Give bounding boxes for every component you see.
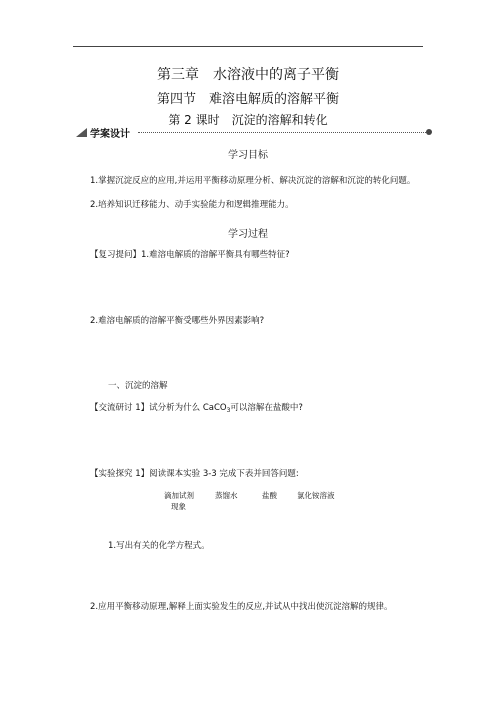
exchange-text-end: 可以溶解在盐酸中?: [230, 403, 303, 413]
chapter-title: 第三章 水溶液中的离子平衡: [157, 67, 339, 83]
objective-item-2: 2.培养知识迁移能力、动手实验能力和逻辑推理能力。: [90, 200, 294, 210]
table-header-water: 蒸馏水: [215, 491, 238, 500]
exchange-text: 【交流研讨 1】试分析为什么 CaCO: [90, 403, 227, 413]
banner-label: 学案设计: [90, 129, 130, 140]
section-title: 第四节 难溶电解质的溶解平衡: [156, 92, 339, 107]
table-header-nh4cl: 氯化铵溶液: [297, 491, 335, 500]
exchange-subscript: 3: [226, 407, 231, 414]
table-header-hcl: 盐酸: [262, 491, 277, 500]
question-equation: 1.写出有关的化学方程式。: [108, 541, 210, 551]
review-question-1: 【复习提问】1.难溶电解质的溶解平衡具有哪些特征?: [90, 250, 290, 260]
question-equilibrium: 2.应用平衡移动原理,解释上面实验发生的反应,并试从中找出使沉淀溶解的规律。: [90, 602, 393, 612]
table-row-label: 现象: [171, 502, 186, 511]
objectives-heading: 学习目标: [228, 150, 268, 161]
objective-item-1: 1.掌握沉淀反应的应用,并运用平衡移动原理分析、解决沉淀的溶解和沉淀的转化问题。: [90, 176, 416, 186]
section-dissolution-heading: 一、沉淀的溶解: [108, 381, 168, 391]
lesson-title: 第 2 课时 沉淀的溶解和转化: [168, 113, 328, 127]
experiment-instruction: 【实验探究 1】阅读课本实验 3-3 完成下表并回答问题:: [90, 469, 299, 479]
table-header-reagent: 滴加试剂: [164, 491, 194, 500]
process-heading: 学习过程: [228, 229, 268, 240]
review-question-2: 2.难溶电解质的溶解平衡受哪些外界因素影响?: [90, 316, 265, 326]
